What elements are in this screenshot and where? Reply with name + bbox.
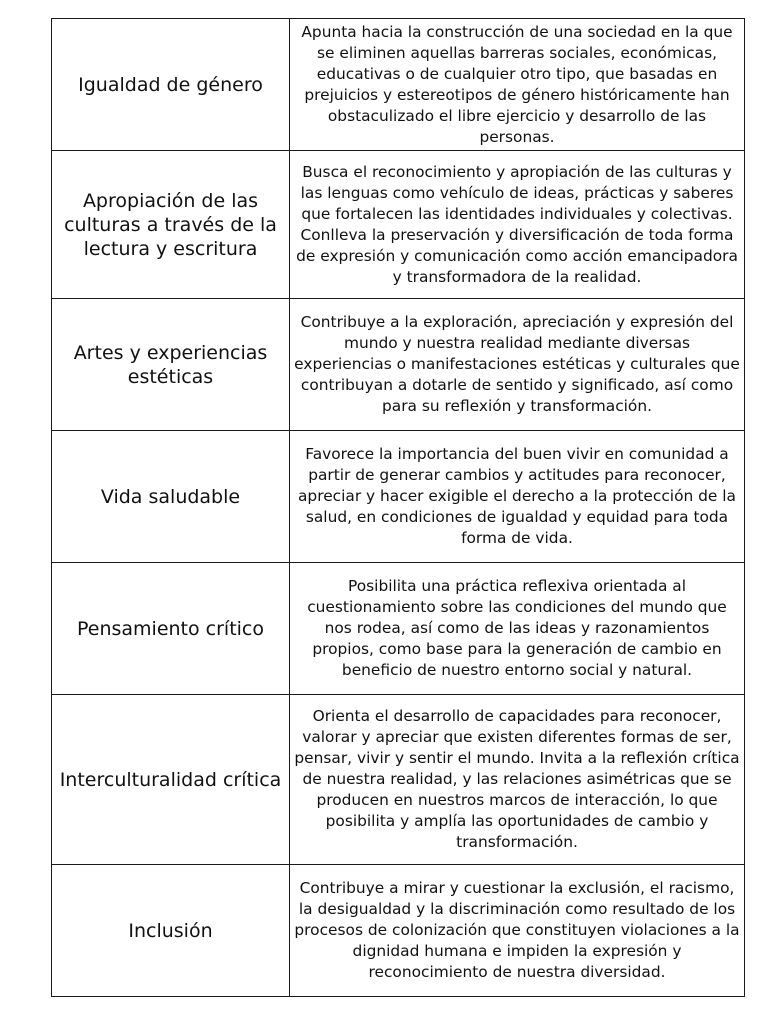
table-row: [52, 151, 745, 299]
table-row: [52, 865, 745, 997]
axis-name-cell: Apropiación de las culturas a través de la lectura y escritura: [52, 151, 290, 299]
axis-description-cell: Posibilita una práctica reflexiva orientada al cuestionamiento sobre las condiciones del mundo que nos rodea, así como de las ideas y razonamientos propios, como base para la generación de cambio en beneficio de nuestro entorno social y natural.: [290, 563, 745, 695]
axes-table: [51, 18, 745, 997]
table-row: [52, 299, 745, 431]
axes-table-body: [52, 19, 745, 997]
axis-name-cell: Pensamiento crítico: [52, 563, 290, 695]
table-row: [52, 19, 745, 151]
axis-description-cell: Apunta hacia la construcción de una sociedad en la que se eliminen aquellas barreras sociales, económicas, educativas o de cualquier otro tipo, que basadas en prejuicios y estereotipos de género históricamente han obstaculizado el libre ejercicio y desarrollo de las personas.: [290, 19, 745, 151]
axis-name-cell: Inclusión: [52, 865, 290, 997]
axis-description-cell: Contribuye a la exploración, apreciación y expresión del mundo y nuestra realidad mediante diversas experiencias o manifestaciones estéticas y culturales que contribuyan a dotarle de sentido y significado, así como para su reflexión y transformación.: [290, 299, 745, 431]
table-row: [52, 563, 745, 695]
axis-description-cell: Contribuye a mirar y cuestionar la exclusión, el racismo, la desigualdad y la discriminación como resultado de los procesos de colonización que constituyen violaciones a la dignidad humana e impiden la expresión y reconocimiento de nuestra diversidad.: [290, 865, 745, 997]
axis-description-cell: Favorece la importancia del buen vivir en comunidad a partir de generar cambios y actitudes para reconocer, apreciar y hacer exigible el derecho a la protección de la salud, en condiciones de igualdad y equidad para toda forma de vida.: [290, 431, 745, 563]
axis-name-cell: Artes y experiencias estéticas: [52, 299, 290, 431]
table-row: [52, 431, 745, 563]
axis-description-cell: Busca el reconocimiento y apropiación de las culturas y las lenguas como vehículo de ideas, prácticas y saberes que fortalecen las identidades individuales y colectivas. Conlleva la preservación y diversificación de toda forma de expresión y comunicación como acción emancipadora y transformadora de la realidad.: [290, 151, 745, 299]
axis-name-cell: Interculturalidad crítica: [52, 695, 290, 865]
axis-name-cell: Vida saludable: [52, 431, 290, 563]
axis-description-cell: Orienta el desarrollo de capacidades para reconocer, valorar y apreciar que existen diferentes formas de ser, pensar, vivir y sentir el mundo. Invita a la reflexión crítica de nuestra realidad, y las relaciones asimétricas que se producen en nuestros marcos de interacción, lo que posibilita y amplía las oportunidades de cambio y transformación.: [290, 695, 745, 865]
table-row: [52, 695, 745, 865]
axis-name-cell: Igualdad de género: [52, 19, 290, 151]
